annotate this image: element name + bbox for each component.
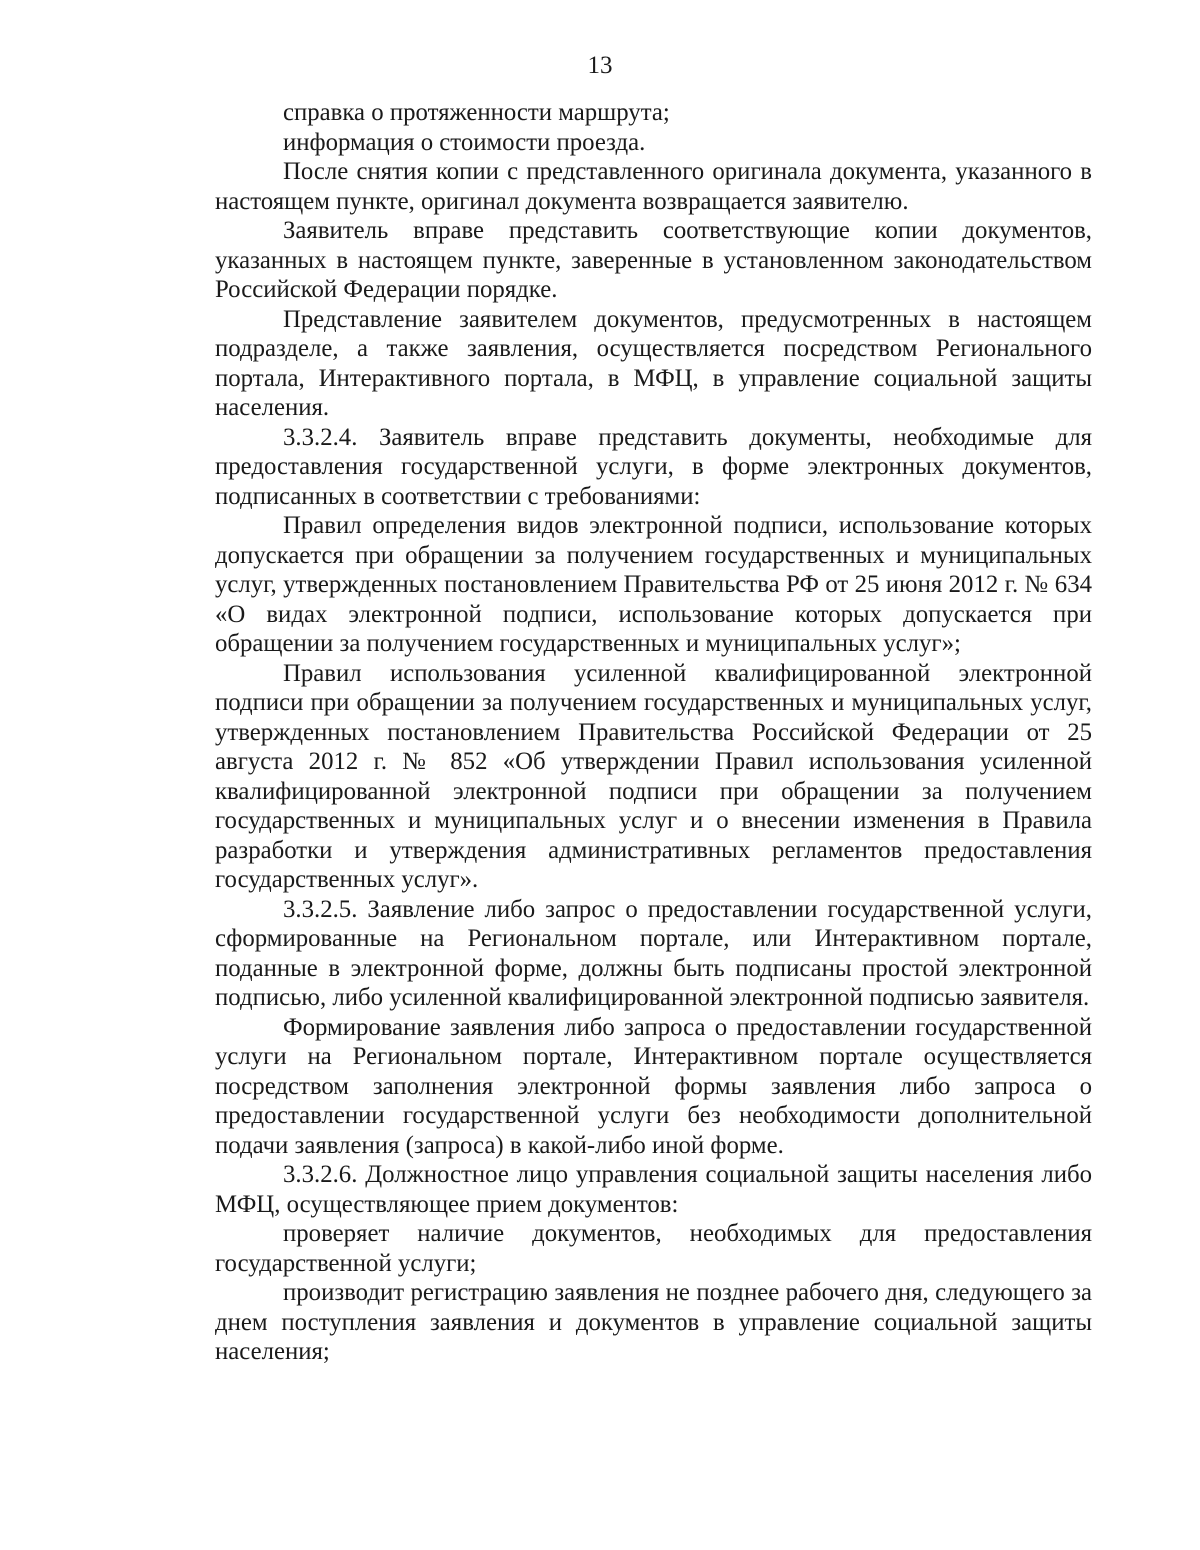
paragraph-route-certificate: справка о протяженности маршрута; [283, 99, 670, 126]
paragraph-fare-info: информация о стоимости проезда. [283, 128, 646, 156]
paragraph-check-documents: проверяет наличие документов, необходимых для предоставления государственной услуги; [215, 1220, 1092, 1277]
paragraph-certified-copies: Заявитель вправе представить соответствующие копии документов, указанных в настоящем пункте, заверенные в установленном законодательством Российской Федерации порядке. [215, 217, 1092, 303]
paragraph-registration: производит регистрацию заявления не позднее рабочего дня, следующего за днем поступления заявления и документов в управление социальной защиты населения; [215, 1279, 1092, 1365]
paragraph-submission-channels: Представление заявителем документов, предусмотренных в настоящем подразделе, а также заявления, осуществляется посредством Регионального портала, Интерактивного портала, в МФЦ, в управление социальной защиты населения. [215, 305, 1092, 421]
paragraph-signature-rules: Правил определения видов электронной подписи, использование которых допускается при обращении за получением государственных и муниципальных услуг, утвержденных постановлением Правительства РФ от 25 июня 2012 г. № 634 «О видах электронной подписи, использование которых допускается при обращении за получением государственных и муниципальных услуг»; [215, 512, 1092, 657]
paragraph-3-3-2-5: 3.3.2.5. Заявление либо запрос о предоставлении государственной услуги, сформированные на Региональном портале, или Интерактивном портале, поданные в электронной форме, должны быть подписаны простой электронной подписью, либо усиленной квалифицированной электронной подписью заявителя. [215, 895, 1092, 1011]
paragraph-electronic-form: Формирование заявления либо запроса о предоставлении государственной услуги на Региональном портале, Интерактивном портале осуществляется посредством заполнения электронной формы заявления либо запроса о предоставлении государственной услуги без необходимости дополнительной подачи заявления (запроса) в какой-либо иной форме. [215, 1013, 1092, 1159]
paragraph-3-3-2-6: 3.3.2.6. Должностное лицо управления социальной защиты населения либо МФЦ, осуществляющее прием документов: [215, 1161, 1092, 1218]
document-body [215, 98, 1092, 1367]
paragraph-3-3-2-4: 3.3.2.4. Заявитель вправе представить документы, необходимые для предоставления государственной услуги, в форме электронных документов, подписанных в соответствии с требованиями: [215, 423, 1092, 510]
page-number: 13 [587, 52, 613, 79]
paragraph-copy-return: После снятия копии с представленного оригинала документа, указанного в настоящем пункте, оригинал документа возвращается заявителю. [215, 158, 1092, 215]
paragraph-qualified-signature-rules: Правил использования усиленной квалифицированной электронной подписи при обращении за получением государственных и муниципальных услуг, утвержденных постановлением Правительства Российской Федерации от 25 августа 2012 г. № 852 «Об утверждении Правил использования усиленной квалифицированной электронной подписи при обращении за получением государственных и муниципальных услуг и о внесении изменения в Правила разработки и утверждения административных регламентов предоставления государственных услуг». [215, 659, 1092, 893]
